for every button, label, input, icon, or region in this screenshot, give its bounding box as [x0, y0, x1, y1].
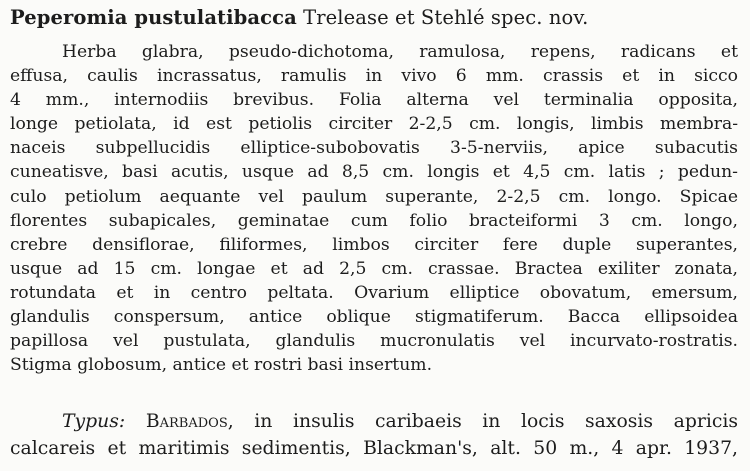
description-line: crebre densiflorae, filiformes, limbos circiter fere duple superantes, — [10, 234, 738, 255]
description-line: papillosa vel pustulata, glandulis mucronulatis vel incurvato-rostratis. — [10, 331, 738, 352]
description-paragraph — [10, 40, 738, 377]
typus-paragraph — [10, 408, 738, 462]
description-line: Stigma globosum, antice et rostri basi insertum. — [10, 355, 433, 376]
description-line: florentes subapicales, geminatae cum folio bracteiformi 3 cm. longo, — [10, 210, 738, 231]
species-authority: Trelease et Stehlé spec. nov. — [303, 6, 589, 29]
typus-locality: Barbados — [145, 411, 228, 432]
description-line: naceis subpellucidis elliptice-subobovatis 3-5-nerviis, apice subacutis — [10, 138, 738, 159]
description-line: rotundata et in centro peltata. Ovarium elliptice obovatum, emersum, — [10, 282, 738, 303]
description-line: cuneatisve, basi acutis, usque ad 8,5 cm. longis et 4,5 cm. latis ; pedun- — [10, 162, 738, 183]
species-heading — [10, 6, 588, 30]
description-line: usque ad 15 cm. longae et ad 2,5 cm. crassae. Bractea exiliter zonata, — [10, 258, 738, 279]
description-line: 4 mm., internodiis brevibus. Folia alterna vel terminalia opposita, — [10, 90, 738, 111]
description-line: longe petiolata, id est petiolis circiter 2-2,5 cm. longis, limbis membra- — [10, 114, 738, 135]
typus-line — [10, 408, 738, 435]
description-line: glandulis conspersum, antice oblique stigmatiferum. Bacca ellipsoidea — [10, 307, 738, 328]
description-line: Herba glabra, pseudo-dichotoma, ramulosa, repens, radicans et — [62, 42, 738, 62]
typus-label: Typus: — [62, 411, 126, 432]
typus-line-rest: , in insulis caribaeis in locis saxosis apricis — [227, 411, 738, 432]
description-line: effusa, caulis incrassatus, ramulis in vivo 6 mm. crassis et in sicco — [10, 66, 738, 87]
description-line: culo petiolum aequante vel paulum superante, 2-2,5 cm. longo. Spicae — [10, 186, 738, 207]
species-name: Peperomia pustulatibacca — [10, 6, 297, 29]
typus-line: calcareis et maritimis sedimentis, Blackman's, alt. 50 m., 4 apr. 1937, — [10, 438, 738, 459]
